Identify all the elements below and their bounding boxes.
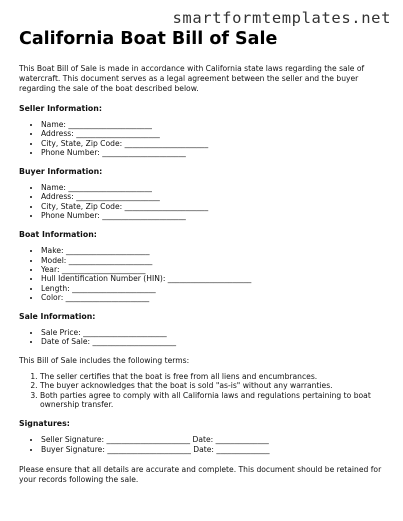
boat-heading: Boat Information: — [19, 230, 97, 240]
seller-name-field: • Name: ______________________ — [41, 120, 384, 129]
buyer-list — [19, 183, 384, 220]
closing-paragraph: Please ensure that all details are accurate and complete. This document should be retained for your records following the sale. — [19, 464, 382, 484]
boat-year-field: • Year: ______________________ — [41, 265, 384, 274]
buyer-address-field: • Address: ______________________ — [41, 192, 384, 201]
term-item: 3. Both parties agree to comply with all California laws and regulations pertaining to boat ownership transfer. — [40, 391, 384, 410]
boat-length-field: • Length: ______________________ — [41, 284, 384, 293]
boat-make-field: • Make: ______________________ — [41, 246, 384, 255]
buyer-city-state-zip-field: • City, State, Zip Code: ______________________ — [41, 202, 384, 211]
buyer-name-field: • Name: ______________________ — [41, 183, 384, 192]
signatures-list — [19, 435, 384, 454]
seller-list — [19, 120, 384, 157]
document-title: California Boat Bill of Sale — [19, 29, 278, 49]
term-item: 2. The buyer acknowledges that the boat is sold "as-is" without any warranties. — [40, 381, 384, 390]
boat-color-field: • Color: ______________________ — [41, 293, 384, 302]
seller-phone-field: • Phone Number: ______________________ — [41, 148, 384, 157]
seller-city-state-zip-field: • City, State, Zip Code: ______________________ — [41, 139, 384, 148]
buyer-phone-field: • Phone Number: ______________________ — [41, 211, 384, 220]
boat-hin-field: • Hull Identification Number (HIN): ______________________ — [41, 274, 384, 283]
sale-heading: Sale Information: — [19, 312, 96, 322]
boat-list — [19, 246, 384, 302]
seller-address-field: • Address: ______________________ — [41, 129, 384, 138]
buyer-heading: Buyer Information: — [19, 167, 103, 177]
signatures-heading: Signatures: — [19, 419, 70, 429]
sale-date-field: • Date of Sale: ______________________ — [41, 337, 384, 346]
term-item: 1. The seller certifies that the boat is free from all liens and encumbrances. — [40, 372, 384, 381]
terms-list — [19, 372, 384, 410]
sale-price-field: • Sale Price: ______________________ — [41, 328, 384, 337]
sale-list — [19, 328, 384, 347]
boat-model-field: • Model: ______________________ — [41, 256, 384, 265]
intro-paragraph: This Boat Bill of Sale is made in accordance with California state laws regarding the sale of watercraft. This document serves as a legal agreement between the seller and the buyer regarding the sale of the boat described below. — [19, 64, 365, 93]
buyer-signature-line: • Buyer Signature: ______________________ Date: ______________ — [41, 445, 384, 454]
seller-signature-line: • Seller Signature: ______________________ Date: ______________ — [41, 435, 384, 444]
terms-intro: This Bill of Sale includes the following terms: — [19, 355, 190, 365]
seller-heading: Seller Information: — [19, 104, 102, 113]
watermark: smartformtemplates.net — [172, 9, 391, 27]
